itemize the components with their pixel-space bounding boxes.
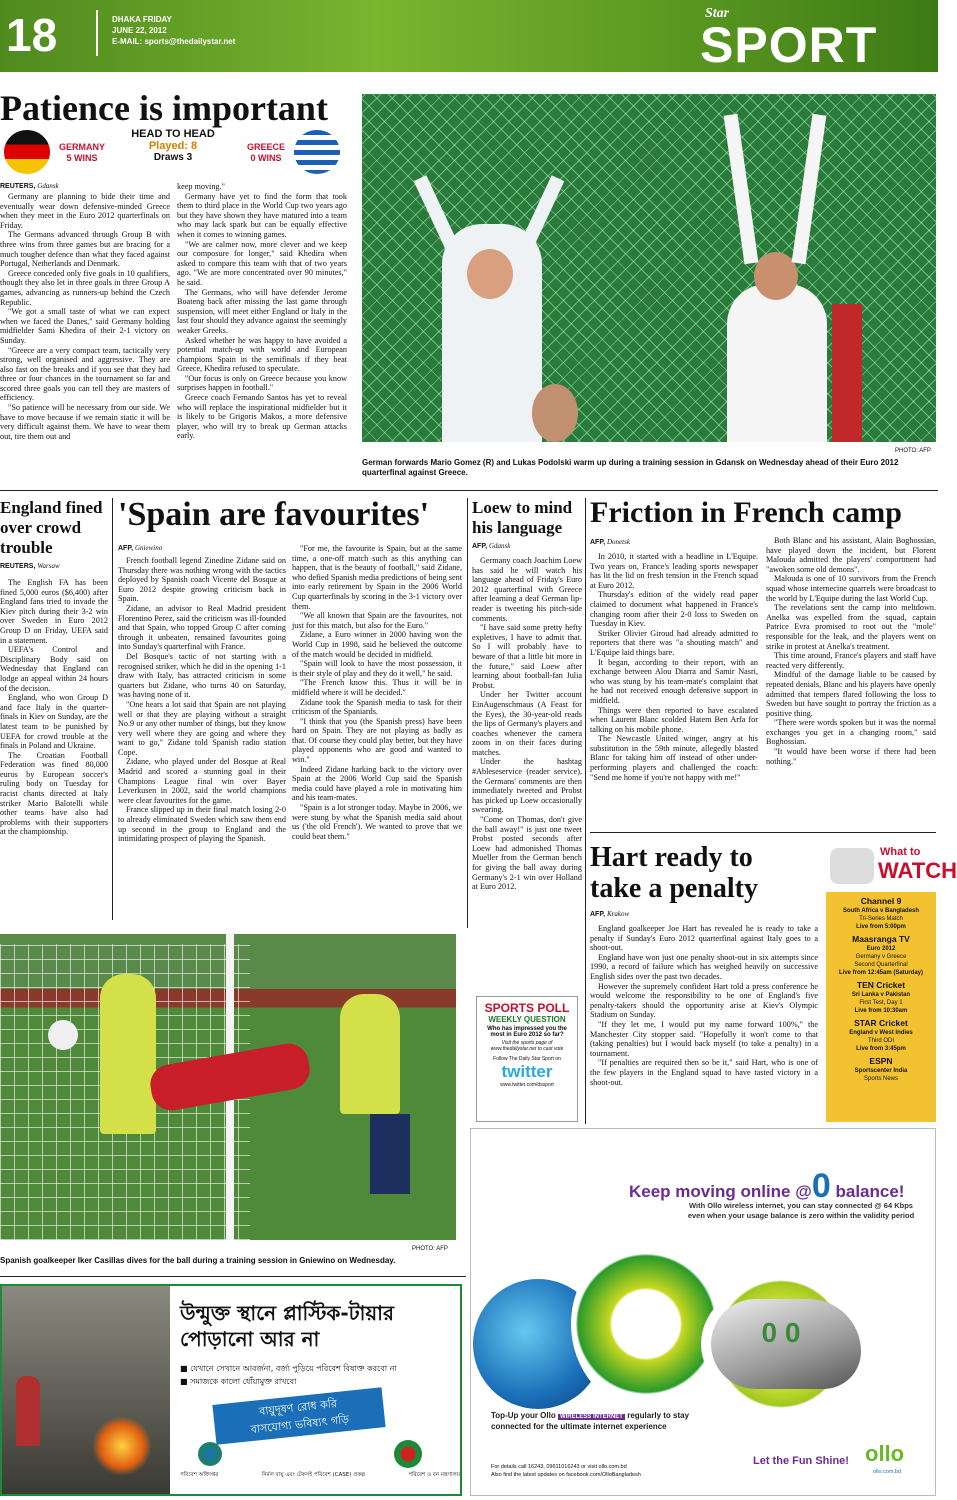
spain-body-col1	[118, 556, 286, 928]
england-paragraph: England, who won Group D and face Italy in the quarter-finals in Kiev on Sunday, are the latest team to be punished by UEFA for crowd trouble at the finals in Poland and Ukraine.	[0, 693, 108, 751]
friction-dateline: Donetsk	[607, 538, 630, 546]
poll-subtitle: WEEKLY QUESTION	[488, 1015, 566, 1024]
loew-dateline: Gdansk	[489, 542, 511, 550]
lead-byline-agency: REUTERS,	[0, 183, 36, 190]
ollo-contact-line[interactable]: Also find the latest updates on facebook.com/OlloBangladesh	[491, 1472, 641, 1478]
watch-listing	[826, 896, 936, 931]
friction-body-col2	[766, 536, 936, 828]
spain-byline-agency: AFP,	[118, 545, 134, 552]
friction-paragraph: Things were then reported to have escalated when Laurent Blanc scolded Hatem Ben Arfa for talking on his mobile phone.	[590, 705, 758, 734]
watch-listing	[826, 1018, 936, 1053]
hart-paragraph: "If penalties are required then so be it," said Hart, who is one of the few players in the England squad to have tasted victory in a shoot-out.	[590, 1058, 818, 1087]
watch-listing	[826, 980, 936, 1015]
watch-line: Live from 12:45am (Saturday)	[838, 970, 924, 976]
lead-headline: Patience is important	[0, 88, 328, 128]
friction-paragraph: "It would have been worse if there had been nothing."	[766, 747, 936, 766]
env-bullet: ■ যেখানে সেখানে আবর্জনা, বর্জ্য পুড়িয়ে পরিবেশ বিষাক্ত করবো না	[180, 1364, 397, 1373]
divider	[0, 490, 938, 491]
ollo-tagline: Let the Fun Shine!	[753, 1455, 849, 1467]
england-byline-agency: REUTERS,	[0, 563, 36, 570]
watch-line: Sports News	[863, 1076, 898, 1082]
lead-paragraph: "We got a small taste of what we can expect when we faced the Danes," said Germany holding midfielder Sami Khedira of their 2-1 victory on Sunday.	[0, 307, 170, 345]
friction-paragraph: "There were words spoken but it was the normal exchanges you get in a changing room," said Boghossian.	[766, 718, 936, 747]
ollo-topup-line: connected for the ultimate internet experience	[491, 1422, 667, 1431]
football	[48, 1020, 78, 1050]
friction-paragraph: Both Blanc and his assistant, Alain Boghossian, have played down the incident, but Florent Malouda admitted the players' comportment had "awoken some old demons".	[766, 536, 936, 574]
greece-flag-icon	[294, 130, 340, 174]
player-gomez	[727, 284, 827, 442]
spain-paragraph: "For me, the favourite is Spain, but at the same time, a one-off match such as this anything can happen, that is the beauty of football," said Zidane, who defied Spanish media predictions of being sent into early retirement by Spain in the 2006 World Cup quarterfinals by scoring in the 3-1 victory over them.	[292, 544, 462, 611]
spain-paragraph: "Spain will look to have the most possession, it is their style of play and they do it well," he said.	[292, 659, 462, 678]
england-paragraph: The Croatian Football Federation was fined 80,000 euros by European soccer's ruling body on Tuesday for racist chants directed at Italy striker Mario Balotelli while other teams have also had problems with their supporters at the championship.	[0, 750, 108, 837]
env-bullet-text: সমাজকে কালো ধোঁয়ামুক্ত রাখবো	[190, 1377, 297, 1386]
watch-line: Sri Lanka v Pakistan	[851, 992, 911, 998]
hart-headline: Hart ready to take a penalty	[590, 842, 758, 904]
watch-listing	[826, 934, 936, 977]
watch-channel: ESPN	[869, 1056, 893, 1066]
spain-headline: 'Spain are favourites'	[118, 496, 430, 533]
lead-paragraph: Asked whether he was happy to have avoided a potential match-up with world and European champions Spain in the semifinals if they beat Greece, Khedira refused to speculate.	[177, 335, 347, 374]
watch-listings	[826, 892, 936, 1122]
loew-body	[472, 556, 582, 986]
ollo-topup-post: regularly to stay	[627, 1411, 690, 1420]
ollo-headline-zero: 0	[811, 1167, 831, 1205]
germany-flag-icon	[4, 130, 50, 174]
poll-title: SPORTS POLL	[484, 1001, 570, 1015]
env-title-line: উন্মুক্ত স্থানে প্লাস্টিক-টায়ার	[180, 1301, 394, 1325]
england-byline	[0, 562, 60, 570]
spain-paragraph: Del Bosque's tactic of not starting with a recognised striker, which he did in the opening 1-1 draw with Italy, has attracted criticism in some quarters but Zidane, who turns 40 on Saturday, was having none of it.	[118, 651, 286, 700]
env-bullet: ■ সমাজকে কালো ধোঁয়ামুক্ত রাখবো	[180, 1377, 297, 1386]
player-yellow-bib	[340, 994, 400, 1114]
head-to-head-box	[0, 126, 352, 176]
divider	[585, 498, 586, 1124]
greece-label: GREECE	[246, 142, 285, 152]
environment-ad[interactable]	[0, 1284, 462, 1496]
lead-byline	[0, 182, 59, 190]
friction-paragraph: This time around, France's players and staff have reacted very differently.	[766, 651, 936, 670]
hart-body	[590, 924, 818, 1124]
fire-icon	[92, 1416, 152, 1476]
doe-logo-icon	[198, 1442, 222, 1466]
hart-byline	[590, 910, 629, 918]
lead-paragraph: keep moving."	[177, 182, 225, 191]
header-day: DHAKA FRIDAY	[112, 15, 172, 24]
env-ad-title	[180, 1300, 460, 1352]
burning-tyre-photo	[2, 1286, 170, 1494]
ollo-sub-line: even when your usage balance is zero within the validity period	[687, 1211, 915, 1220]
player-head	[467, 249, 513, 299]
casillas-photo-caption: Spanish goalkeeper Iker Casillas dives for the ball during a training session in Gniewino on Wednesday.	[0, 1256, 396, 1265]
friction-paragraph: The Newcastle United winger, angry at his substitution in the 59th minute, allegedly blasted Blanc for taking him off instead of other under-performing players and challenged the coach: "Send me home if you're not happy with me!"	[590, 734, 758, 782]
watch-channel: STAR Cricket	[854, 1018, 908, 1028]
env-footer: নির্মল বায়ু এবং টেকসই পরিবেশ (CASE) প্রকল্প	[261, 1472, 365, 1478]
watch-line: Live from 5:00pm	[856, 924, 906, 930]
ollo-ad[interactable]	[470, 1128, 936, 1496]
friction-paragraph: Striker Olivier Giroud had already admitted to reporters that there was "a shouting match" and L'Equipe laid things bare.	[590, 628, 758, 657]
watch-line: England v West Indies	[849, 1030, 913, 1036]
lead-paragraph: "We are calmer now, more clever and we keep our composure for longer," said Khedira when asked to compare this team with that of two years ago. "We are more concentrated over 90 minutes," he said.	[177, 239, 347, 287]
spain-byline	[118, 544, 162, 552]
loew-paragraph: "Come on Thomas, don't give the ball away!" is just one tweet Probst posted seconds after Loew had admonished Thomas Mueller from the German bench for giving the ball away during Germany's 2-1 win over Holland at Euro 2012.	[472, 815, 582, 892]
watch-line: Live from 3:45pm	[856, 1046, 906, 1052]
divider	[0, 1276, 466, 1277]
spain-paragraph: Zidane, who played under del Bosque at Real Madrid and scored a stunning goal in their Champions League final win over Bayer Leverkusen in 2002, said the world champions were clear favourites for the game.	[118, 757, 286, 805]
ollo-topup-pre: Top-Up your Ollo	[491, 1411, 556, 1420]
ollo-contact-line[interactable]: For details call 16243, 09611016243 or visit ollo.com.bd	[491, 1464, 627, 1470]
env-slogan: বায়ুদূষণ রোধ করি	[258, 1397, 338, 1419]
ollo-headline-pre: Keep moving online @	[629, 1182, 812, 1201]
loew-headline: Loew to mind his language	[472, 498, 573, 537]
divider	[467, 498, 468, 928]
env-footer: পরিবেশ অধিদপ্তর	[180, 1472, 219, 1478]
watch-line: First Test, Day 1	[859, 1000, 903, 1006]
friction-byline-agency: AFP,	[590, 539, 606, 546]
env-slogan: বাসযোগ্য ভবিষ্যৎ গড়ি	[250, 1412, 350, 1437]
friction-body-col1	[590, 552, 758, 828]
lead-paragraph: "Our focus is only on Greece because you know surprises happen in football."	[177, 373, 347, 393]
germany-label: GERMANY	[58, 142, 105, 152]
header-date: JUNE 22, 2012	[112, 26, 167, 35]
lead-body-col2	[177, 182, 347, 484]
divider	[590, 832, 936, 833]
wireless-internet-badge: WIRELESS INTERNET	[559, 1414, 623, 1420]
ollo-subtext	[671, 1201, 931, 1221]
greece-wins: 0 WINS	[250, 153, 282, 163]
header-meta	[112, 14, 235, 47]
env-slogan-banner	[212, 1387, 385, 1445]
player-yellow-bib	[100, 974, 156, 1134]
ollo-headline-post: balance!	[835, 1182, 905, 1201]
ollo-logo-icon: ollo	[865, 1441, 905, 1466]
watch-line: Germany v Greece	[855, 954, 907, 960]
watch-line: Sportscenter India	[854, 1068, 908, 1074]
env-footer: পরিবেশ ও বন মন্ত্রণালয়	[408, 1472, 460, 1478]
spain-paragraph: Zidane, an advisor to Real Madrid president Florentino Perez, said the criticism was ill-founded and that Spain, who topped Group C after coming through it unbeaten, remained favourites going into Sunday's quarterfinal with France.	[118, 603, 286, 652]
h2h-played: Played: 8	[148, 140, 198, 152]
friction-paragraph: The revelations sent the camp into meltdown. Anelka was expelled from the squad, captain Patrice Evra promised to root out the "mole" responsible for the leak, and the players went on strike in protest at Anelka's treatment.	[766, 603, 936, 651]
watch-channel: Channel 9	[860, 896, 902, 906]
header-email[interactable]: E-MAIL: sports@thedailystar.net	[112, 37, 236, 46]
section-title: SPORT	[700, 17, 878, 73]
spain-paragraph: "I think that you (the Spanish press) have been hard on Spain. They are not playing as badly as that. Of course they could play better, but they have played opponents who are good and wanted to win."	[292, 716, 462, 765]
england-dateline: Warsaw	[37, 562, 60, 570]
watch-line: Tri-Series Match	[859, 916, 903, 922]
friction-paragraph: It began, according to their report, with an exchange between Alou Diarra and Samir Nasri, who was stung by his team-mate's complaint that he had not received enough defensive support in midfield.	[590, 657, 758, 705]
hart-paragraph: England have won just one penalty shoot-out in six attempts since 1990, a record of failure which has weighed heavily on successive English sides over the past two decades.	[590, 952, 818, 981]
hart-paragraph: England goalkeeper Joe Hart has revealed he is ready to take a penalty if Sunday's Euro 2012 quarterfinal against Italy goes to a shoot-out.	[590, 924, 818, 953]
twitter-logo-icon[interactable]: twitter	[501, 1062, 553, 1081]
lead-paragraph: The Germans, who will have defender Jerome Boateng back after missing the last game through suspension, will meet either England or Italy in the last four should they advance against the seemingly weaker Greeks.	[177, 287, 347, 335]
watch-title-small: What to	[880, 846, 921, 858]
spain-paragraph: Zidane, a Euro winner in 2000 having won the World Cup in 1998, said he believed the outcome of the match would be decided in midfield.	[292, 630, 462, 659]
hart-paragraph: However the supremely confident Hart told a press conference he would welcome the responsibility to be one of England's five penalty-takers should the opportunity arise at Kiev's Olympic Stadium on Sunday.	[590, 981, 818, 1020]
friction-paragraph: In 2010, it started with a headline in L'Equipe. Two years on, France's leading sports newspaper has lit the lid on fresh tension in the French squad at Euro 2012.	[590, 552, 758, 590]
ollo-contact	[491, 1463, 731, 1479]
env-ad-bullets	[180, 1362, 460, 1388]
loew-byline	[472, 542, 510, 550]
loew-paragraph: Germany coach Joachim Loew has said he will watch his language ahead of Friday's Euro 2012 quarterfinal with Greece after learning a deaf German lip-reader is tweeting his pitch-side comments.	[472, 556, 582, 623]
watch-line: Euro 2012	[866, 946, 896, 952]
lead-photo-caption: German forwards Mario Gomez (R) and Lukas Podolski warm up during a training session in Gdansk on Wednesday ahead of their Euro 2012 quarterfinal against Greece.	[362, 458, 899, 477]
lead-dateline: Gdansk	[37, 182, 59, 190]
ollo-green-ring	[571, 1239, 721, 1409]
lead-paragraph: Germany have yet to find the form that took them to third place in the World Cup two years ago but they have shown they have matured into a team who may lack spark but can be equally effective when it comes to winning games.	[177, 191, 347, 239]
watch-line: Live from 10:30am	[854, 1008, 908, 1014]
friction-paragraph: Thursday's edition of the widely read paper claimed to document what happened in France's changing room after their 2-0 loss to Sweden on Tuesday in Kiev.	[590, 590, 758, 629]
ollo-sub-line: With Ollo wireless internet, you can stay connected @ 64 Kbps	[689, 1201, 913, 1210]
watch-listing	[826, 1056, 936, 1083]
ollo-url[interactable]: ollo.com.bd	[873, 1469, 902, 1475]
spain-paragraph: Zidane took the Spanish media to task for their criticism of the Spaniards.	[292, 697, 462, 717]
lead-paragraph: The Germans advanced through Group B with three wins from three games but are bracing for a much tougher defence than what they faced against Portugal, Netherlands and Denmark.	[0, 230, 170, 269]
header-divider	[96, 10, 98, 56]
germany-training-photo	[362, 94, 936, 442]
page-number: 18	[6, 9, 58, 61]
watch-line: South Africa v Bangladesh	[842, 908, 920, 914]
spain-paragraph: Indeed Zidane harking back to the victory over Spain at the 2006 World Cup said the Spanish media could have played a role in motivating him and his team-mates.	[292, 764, 462, 803]
spain-dateline: Gniewino	[135, 544, 163, 552]
loew-paragraph: Under the hashtag #Ableseservice (reader service), the Germans' comments are then immediately tweeted and Probst has picked up Loew occasionally swearing.	[472, 757, 582, 815]
watch-line: Third ODI	[867, 1038, 894, 1044]
poll-follow: Follow The Daily Star Sport on	[493, 1056, 561, 1062]
watch-line: Second Quarterfinal	[854, 962, 908, 968]
env-bullet-text: যেখানে সেখানে আবর্জনা, বর্জ্য পুড়িয়ে পরিবেশ বিষাক্ত করবো না	[190, 1364, 397, 1373]
england-headline: England fined over crowd trouble	[0, 498, 103, 557]
england-body	[0, 578, 108, 920]
lead-body-col1	[0, 192, 170, 484]
england-paragraph: The English FA has been fined 5,000 euros ($6,400) after England fans tried to invade the Kiev pitch during their 3-2 win over Sweden in Euro 2012 Group D on Friday, UEFA said in a statement.	[0, 578, 108, 645]
friction-byline	[590, 538, 630, 546]
watch-channel: TEN Cricket	[856, 980, 906, 990]
casillas-photo-credit: PHOTO: AFP	[412, 1246, 448, 1252]
tv-viewer-icon	[830, 848, 874, 884]
friction-headline: Friction in French camp	[590, 496, 902, 529]
sports-poll-box	[476, 996, 578, 1122]
lead-paragraph: "So patience will be necessary from our side. We have to move because if we remain static it will be very difficult against them. We have to wear them out, tire them out and	[0, 403, 170, 441]
govt-seal-icon	[394, 1440, 422, 1468]
hart-dateline: Krakow	[607, 910, 630, 918]
lead-paragraph: "Greece are a very compact team, tactically very strong, well organised and aggressive. They are also fast on the breaks and if you see that they had three or four chances in the tournament so far and scored three goals you can tell they are masters of efficiency.	[0, 345, 170, 403]
poll-question: Who has impressed you the most in Euro 2012 so far?	[487, 1026, 567, 1038]
hart-byline-agency: AFP,	[590, 911, 606, 918]
spain-body-col2	[292, 544, 462, 928]
brand-logo: Star	[705, 6, 730, 21]
casillas-training-photo	[0, 934, 456, 1240]
spain-paragraph: France slipped up in their final match losing 2-0 to already eliminated Sweden which saw them end up second in the group to England and the intimidating prospect of playing the Spanish.	[118, 805, 286, 844]
h2h-title: HEAD TO HEAD	[131, 128, 215, 140]
spain-paragraph: "One hears a lot said that Spain are not playing well or that they are playing without a straight No.9 or any other number of things, but they know very well where they are going and where they want to go," Zidane told Spanish radio station Cope.	[118, 699, 286, 757]
ollo-topup	[491, 1411, 811, 1432]
mouse-wheels: 0 0	[761, 1317, 801, 1348]
twitter-url[interactable]: www.twitter.com/dssport	[500, 1082, 554, 1088]
what-to-watch-box	[826, 842, 957, 1122]
spain-paragraph: "Spain is a lot stronger today. Maybe in 2006, we were stung by what the Spanish media said about us ('the old French'). We wanted to prove that we could beat them."	[292, 803, 462, 841]
lead-photo-credit: PHOTO: AFP	[895, 448, 931, 454]
hart-paragraph: "If they let me, I would put my name forward 100%," the Manchester City stopper said. "Hopefully it won't come to that (taking penalties) but I would back myself (to take a penalty) in a tournament.	[590, 1019, 818, 1058]
friction-paragraph: Mindful of the damage liable to be caused by repeated denials, Blanc and his players have openly admitted that tempers flared following the loss to Sweden but have sought to portray the friction as a positive thing.	[766, 670, 936, 718]
germany-wins: 5 WINS	[66, 153, 98, 163]
loew-paragraph: Under her Twitter account EinAugenschmaus (A Feast for the Eyes), the 30-year-old reads the lips of Germany's players and coaches whenever the camera zoom in on their faces during matches.	[472, 690, 582, 757]
friction-paragraph: Malouda is one of 10 survivors from the French squad whose internecine quarrels were broadcast to the world by L'Equipe during the last World Cup.	[766, 574, 936, 603]
lead-paragraph: Germany are planning to bide their time and eventually wear down defensive-minded Greece when they meet in the Euro 2012 quarterfinals on Friday.	[0, 192, 170, 230]
lead-paragraph: Greece coach Fernando Santos has yet to reveal who will replace the inspirational midfielder but it is likely to be Grigoris Makos, a more defensive player, who will try to break up German attacks early.	[177, 393, 347, 441]
lead-paragraph: Greece conceded only five goals in 10 qualifiers, though they also let in three goals in three Group A games, advancing as runners-up behind the Czech Republic.	[0, 268, 170, 307]
spain-paragraph: French football legend Zinedine Zidane said on Thursday there was nothing wrong with the tactics deployed by Spanish coach Vicente del Bosque at Euro 2012 despite growing criticism back in Spain.	[118, 556, 286, 604]
env-ad-footer	[180, 1472, 460, 1480]
spain-paragraph: "We all known that Spain are the favourites, not just for this match, but also for the Euro."	[292, 611, 462, 630]
loew-paragraph: "I have said some pretty hefty expletives, I have to admit that. So I will probably have to beware of that a little bit more in the future," said Loew after learning about football-fan Julia Probst.	[472, 623, 582, 690]
poll-visit[interactable]: Visit the sports page of www.thedailystar.net to cast vote	[490, 1040, 564, 1052]
env-title-line: পোড়ানো আর না	[180, 1327, 320, 1351]
england-paragraph: UEFA's Control and Disciplinary Body said on Wednesday that England can lodge an appeal within 24 hours of the decision.	[0, 645, 108, 693]
loew-byline-agency: AFP,	[472, 543, 488, 550]
h2h-draws: Draws 3	[153, 152, 193, 163]
divider	[112, 498, 113, 920]
watch-title-big: WATCH	[878, 858, 957, 883]
spain-paragraph: "The French know this. Thus it will be in midfield where it will be decided."	[292, 678, 462, 697]
watch-channel: Maasranga TV	[852, 934, 910, 944]
